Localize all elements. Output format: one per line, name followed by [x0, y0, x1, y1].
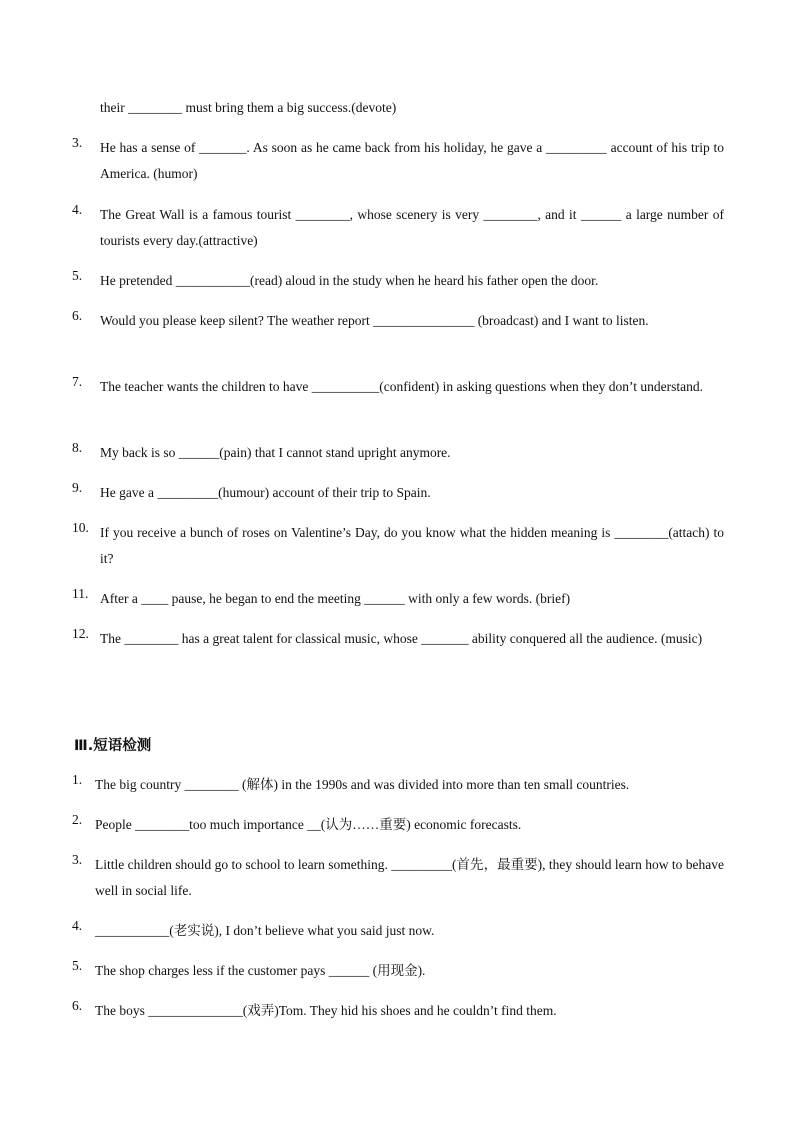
item-number: 6.	[72, 308, 83, 323]
exercise-item-10	[72, 520, 724, 572]
item-text: The shop charges less if the customer pays ______ (用现金).	[95, 963, 426, 978]
item-text: He has a sense of _______. As soon as he came back from his holiday, he gave a _________ account of his trip to America. (humor)	[100, 140, 724, 181]
item-number: 7.	[72, 374, 83, 389]
item-text: After a ____ pause, he began to end the meeting ______ with only a few words. (brief)	[100, 591, 571, 606]
item-number: 9.	[72, 480, 83, 495]
item-text: The Great Wall is a famous tourist ________, whose scenery is very ________, and it ______ a large number of tourists every day.(attractive)	[100, 207, 724, 248]
item-text: He gave a _________(humour) account of their trip to Spain.	[100, 485, 431, 500]
exercise-item-5	[72, 268, 724, 294]
phrase-item-5	[72, 958, 724, 984]
item-text: Little children should go to school to learn something. _________(首先，最重要), they should learn how to behave well in social life.	[95, 857, 724, 898]
item-text: He pretended ___________(read) aloud in the study when he heard his father open the door.	[100, 273, 599, 288]
item-number: 10.	[72, 520, 89, 535]
item-text: Would you please keep silent? The weather report _______________ (broadcast) and I want to listen.	[100, 313, 649, 328]
item-2-continuation: their ________ must bring them a big success.(devote)	[100, 100, 397, 115]
exercise-item-8	[72, 440, 724, 466]
item-text: My back is so ______(pain) that I cannot stand upright anymore.	[100, 445, 451, 460]
item-number: 1.	[72, 772, 83, 787]
item-number: 5.	[72, 268, 83, 283]
item-number: 3.	[72, 852, 83, 867]
exercise-item-11	[72, 586, 724, 612]
section-heading-phrases: Ⅲ.短语检测	[74, 738, 152, 754]
phrase-item-6	[72, 998, 724, 1024]
item-text: ___________(老实说), I don’t believe what you said just now.	[95, 923, 435, 938]
exercise-item-3	[72, 135, 724, 187]
item-text: If you receive a bunch of roses on Valentine’s Day, do you know what the hidden meaning is ________(attach) to it?	[100, 525, 724, 566]
item-text: The ________ has a great talent for classical music, whose _______ ability conquered all the audience. (music)	[100, 631, 703, 646]
item-number: 11.	[72, 586, 89, 601]
item-number: 6.	[72, 998, 83, 1013]
item-number: 2.	[72, 812, 83, 827]
item-number: 5.	[72, 958, 83, 973]
exercise-item-7	[72, 374, 724, 400]
item-number: 8.	[72, 440, 83, 455]
item-number: 3.	[72, 135, 83, 150]
exercise-item-9	[72, 480, 724, 506]
phrase-item-2	[72, 812, 724, 838]
phrase-item-4	[72, 918, 724, 944]
item-number: 12.	[72, 626, 89, 641]
item-text: The boys ______________(戏弄)Tom. They hid his shoes and he couldn’t find them.	[95, 1003, 557, 1018]
phrase-item-3	[72, 852, 724, 904]
item-number: 4.	[72, 202, 83, 217]
phrase-item-1	[72, 772, 724, 798]
item-text: The teacher wants the children to have __________(confident) in asking questions when they don’t understand.	[100, 379, 703, 394]
exercise-item-12	[72, 626, 724, 652]
item-number: 4.	[72, 918, 83, 933]
item-text: People ________too much importance __(认为……重要) economic forecasts.	[95, 817, 522, 832]
item-text: The big country ________ (解体) in the 1990s and was divided into more than ten small countries.	[95, 777, 630, 792]
exercise-item-6	[72, 308, 724, 334]
exercise-item-4	[72, 202, 724, 254]
